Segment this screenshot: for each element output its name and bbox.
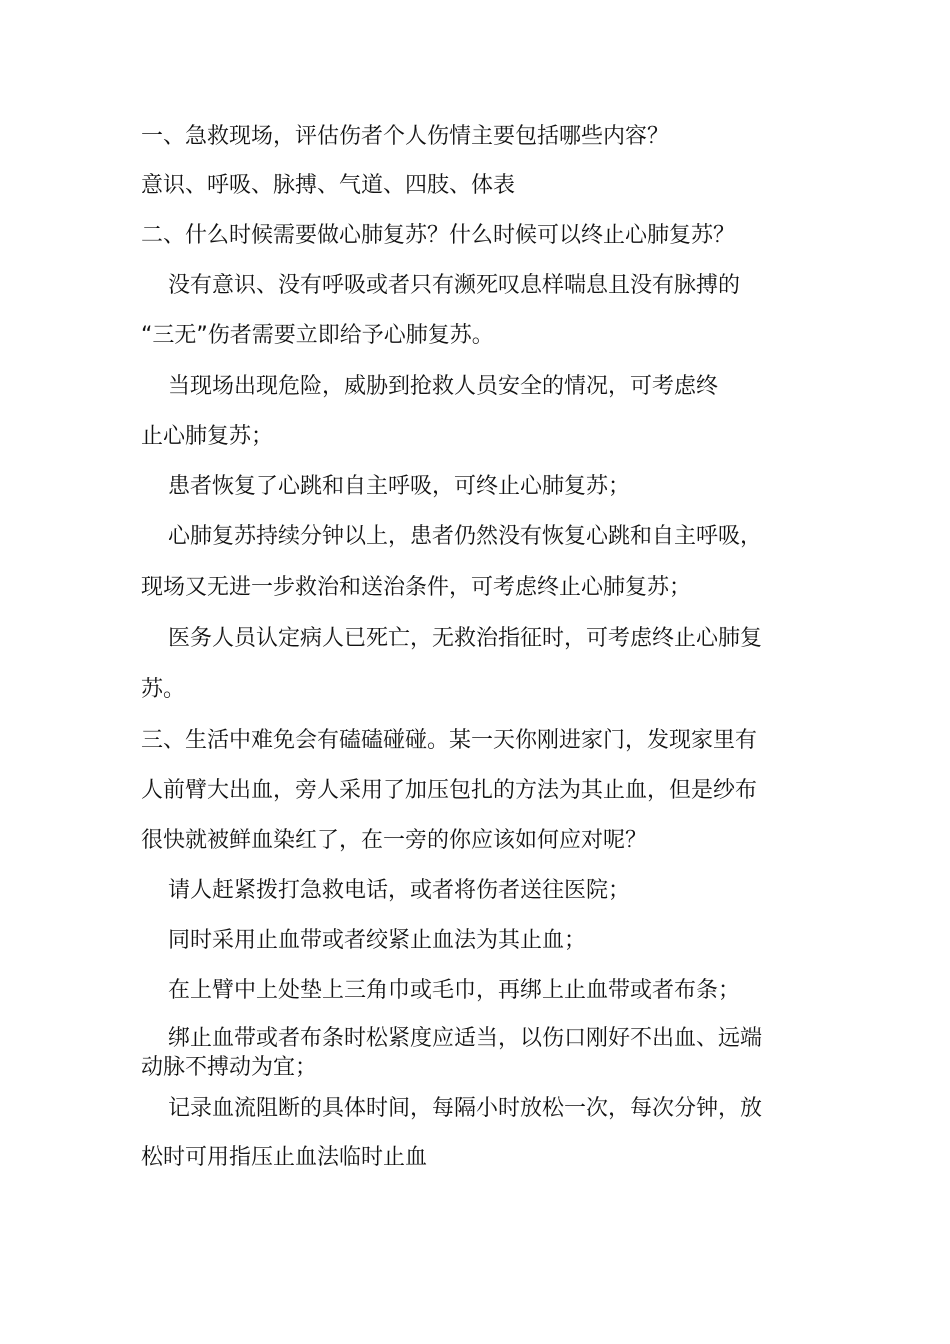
answer-3-step-4-line-1: 绑止血带或者布条时松紧度应适当，以伤口刚好不出血、远端: [168, 1026, 763, 1051]
answer-2-para-1-line-2: “三无”伤者需要立即给予心肺复苏。: [141, 323, 494, 348]
question-3-line-1: 三、生活中难免会有磕磕碰碰。某一天你刚进家门，发现家里有: [141, 728, 758, 753]
answer-2-para-2-line-2: 止心肺复苏；: [141, 424, 274, 449]
answer-3-step-2: 同时采用止血带或者绞紧止血法为其止血；: [168, 928, 587, 953]
answer-2-para-1-line-1: 没有意识、没有呼吸或者只有濒死叹息样喘息且没有脉搏的: [168, 273, 741, 298]
answer-2-para-5-line-2: 苏。: [141, 677, 186, 702]
answer-2-para-4-line-1: 心肺复苏持续分钟以上，患者仍然没有恢复心跳和自主呼吸，: [168, 524, 763, 549]
answer-3-step-5-line-2: 松时可用指压止血法临时止血: [141, 1145, 428, 1170]
question-2: 二、什么时候需要做心肺复苏？什么时候可以终止心肺复苏？: [141, 223, 736, 248]
answer-1: 意识、呼吸、脉搏、气道、四肢、体表: [141, 173, 516, 198]
answer-2-para-5-line-1: 医务人员认定病人已死亡，无救治指征时，可考虑终止心肺复: [168, 626, 763, 651]
answer-2-para-2-line-1: 当现场出现危险，威胁到抢救人员安全的情况，可考虑终: [168, 374, 719, 399]
question-3-line-2: 人前臂大出血，旁人采用了加压包扎的方法为其止血，但是纱布: [141, 778, 758, 803]
answer-3-step-1: 请人赶紧拨打急救电话，或者将伤者送往医院；: [168, 878, 631, 903]
question-3-line-3: 很快就被鲜血染红了，在一旁的你应该如何应对呢？: [141, 828, 648, 853]
answer-3-step-5-line-1: 记录血流阻断的具体时间，每隔小时放松一次，每次分钟，放: [168, 1096, 763, 1121]
answer-2-para-3: 患者恢复了心跳和自主呼吸，可终止心肺复苏；: [168, 474, 631, 499]
answer-3-step-4-line-2: 动脉不搏动为宜；: [141, 1055, 318, 1080]
question-1: 一、急救现场，评估伤者个人伤情主要包括哪些内容？: [141, 124, 670, 149]
answer-3-step-3: 在上臂中上处垫上三角巾或毛巾，再绑上止血带或者布条；: [168, 978, 741, 1003]
answer-2-para-4-line-2: 现场又无进一步救治和送治条件，可考虑终止心肺复苏；: [141, 575, 692, 600]
